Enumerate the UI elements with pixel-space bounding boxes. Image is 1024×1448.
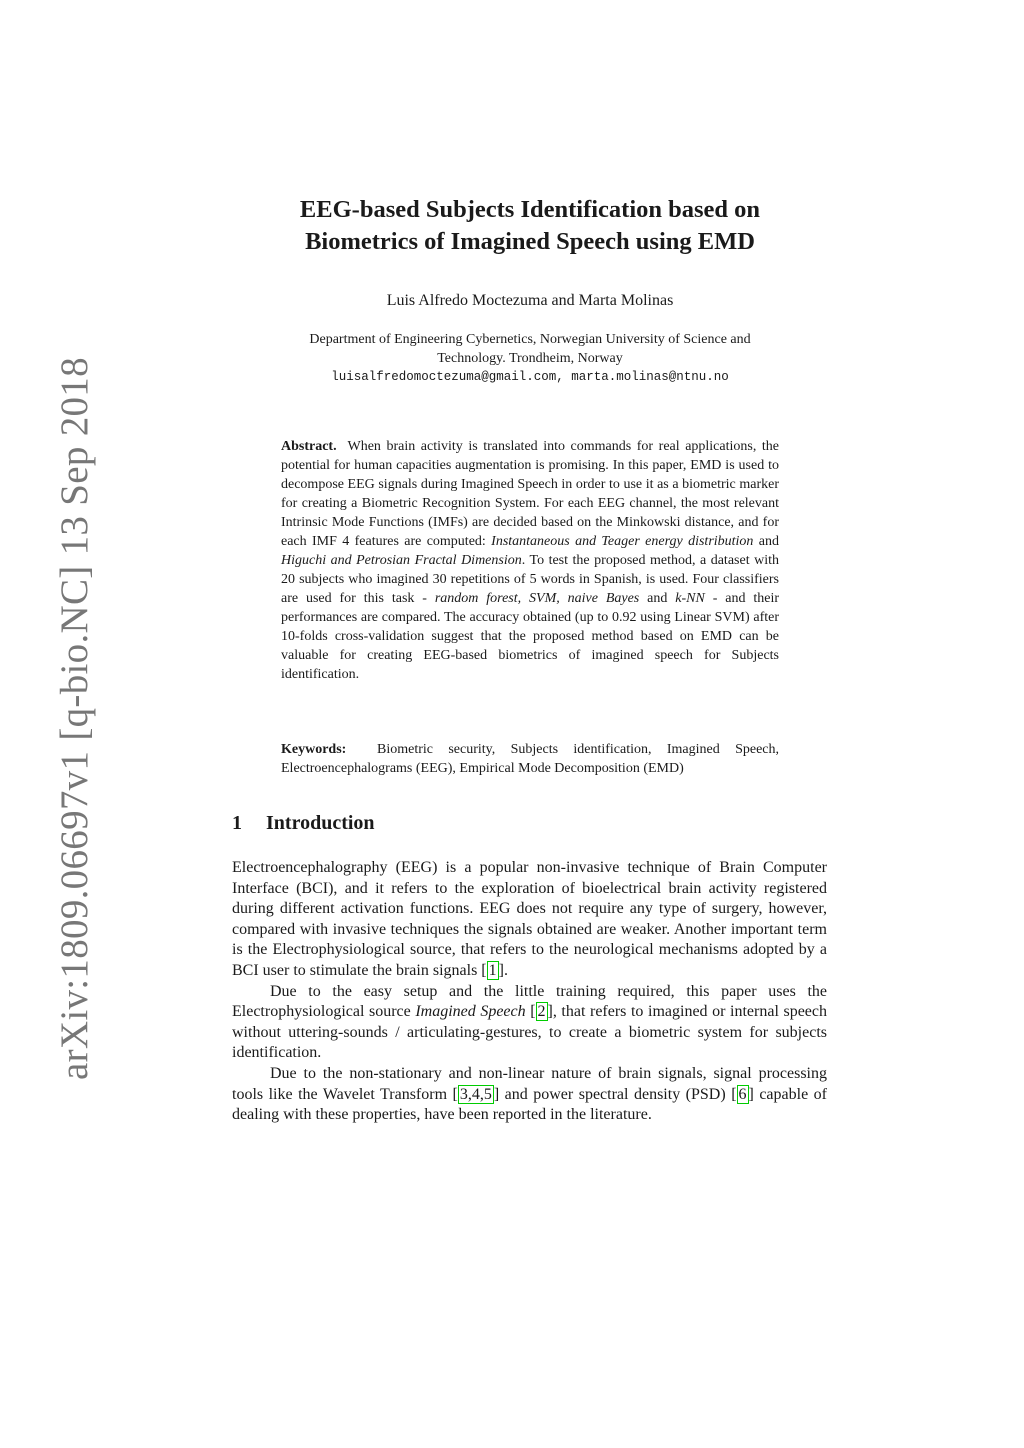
author-emails: luisalfredomoctezuma@gmail.com, marta.molinas@ntnu.no [331, 370, 729, 384]
citation-link[interactable]: 3,4,5 [459, 1085, 492, 1103]
paragraph-text: and power spectral density (PSD) [499, 1085, 732, 1103]
abstract-text: - and their performances are compared. The accuracy obtained (up to 0.92 using Linear SVM) after 10-folds cross-validation suggest that the proposed method based on EMD can be valuable for creating EEG-based biometrics of imagined speech for Subjects identification. [281, 591, 779, 682]
paragraph-text: Due to the easy setup and the little training required, this paper uses the Electrophysiological source [232, 982, 827, 1021]
citation-link[interactable]: 2 [537, 1003, 546, 1021]
paragraph-text: capable of dealing with these properties, have been reported in the literature. [232, 1085, 828, 1124]
abstract-label: Abstract. [281, 439, 337, 454]
abstract-emphasis: Instantaneous and Teager energy distribution [491, 534, 754, 549]
keywords-label: Keywords: [281, 742, 347, 757]
paragraph-text: Due to the non-stationary and non-linear nature of brain signals, signal processing tools like the Wavelet Transform [232, 1064, 827, 1103]
section-title: Introduction [266, 812, 375, 834]
paragraph: Electroencephalography (EEG) is a popular non-invasive technique of Brain Computer Interface (BCI), and it refers to the exploration of bioelectrical brain activity registered during different activation functions. EEG does not require any type of surgery, however, compared with invasive techniques the signals obtained are weaker. Another important term is the Electrophysiological source, that refers to the neurological mechanisms adopted by a BCI user to stimulate the brain signals [ 1 ]. [232, 859, 827, 979]
affiliation [230, 330, 830, 387]
paragraph-emphasis: Imagined Speech [415, 1003, 526, 1021]
title-line-1: EEG-based Subjects Identification based on [299, 196, 761, 223]
section-heading [232, 812, 375, 835]
affiliation-line-2: Technology. Trondheim, Norway [437, 351, 623, 366]
section-number: 1 [232, 812, 242, 834]
abstract-text: and [753, 534, 780, 549]
abstract-emphasis: random forest, SVM, naive Bayes [434, 591, 640, 606]
abstract [281, 437, 779, 684]
paper-title [230, 194, 830, 258]
abstract-emphasis: k-NN [675, 591, 705, 606]
abstract-text: and [639, 591, 676, 606]
author-list: Luis Alfredo Moctezuma and Marta Molinas [386, 292, 674, 309]
paragraph-text: . [503, 961, 508, 979]
citation-link[interactable]: 6 [738, 1085, 747, 1103]
abstract-text: . To test the proposed method, a dataset with 20 subjects who imagined 30 repetitions of 5 words in Spanish, is used. Four classifiers are used for this task - [281, 553, 779, 606]
abstract-text: When brain activity is translated into commands for real applications, the potential for human capacities augmentation is promising. In this paper, EMD is used to decompose EEG signals during Imagined Speech in order to use it as a biometric marker for creating a Biometric Recognition System. For each EEG channel, the most relevant Intrinsic Mode Functions (IMFs) are decided based on the Minkowski distance, and for each IMF 4 features are computed: [281, 439, 779, 549]
paragraph-text: Electroencephalography (EEG) is a popular non-invasive technique of Brain Computer Interface (BCI), and it refers to the exploration of bioelectrical brain activity registered during different activation functions. EEG does not require any type of surgery, however, compared with invasive techniques the signals obtained are weaker. Another important term is the Electrophysiological source, that refers to the neurological mechanisms adopted by a BCI user to stimulate the brain signals [232, 859, 827, 979]
title-line-2: Biometrics of Imagined Speech using EMD [305, 228, 755, 255]
paragraph-text: , that refers to imagined or internal speech without uttering-sounds / articulating-gestures, to create a biometric system for subjects identification. [232, 1003, 827, 1062]
citation-link[interactable]: 1 [488, 961, 497, 979]
abstract-emphasis: Higuchi and Petrosian Fractal Dimension [281, 553, 522, 568]
paragraph: Due to the easy setup and the little training required, this paper uses the Electrophysiological source Imagined Speech [ 2 ], that refers to imagined or internal speech without uttering-sounds / articulating-gestures, to create a biometric system for subjects identification. [232, 982, 827, 1062]
paragraph-text [526, 1003, 531, 1020]
arxiv-identifier-stamp: arXiv:1809.06697v1 [q-bio.NC] 13 Sep 2018 [53, 357, 96, 1080]
section-body [232, 858, 827, 1126]
paragraph: Due to the non-stationary and non-linear nature of brain signals, signal processing tools like the Wavelet Transform [ 3,4,5 ] and power spectral density (PSD) [ 6 ] capable of dealing with these properties, have been reported in the literature. [232, 1064, 828, 1124]
affiliation-line-1: Department of Engineering Cybernetics, Norwegian University of Science and [309, 332, 751, 347]
keywords [281, 740, 779, 778]
keywords-text: Biometric security, Subjects identification, Imagined Speech, Electroencephalograms (EEG), Empirical Mode Decomposition (EMD) [281, 742, 779, 776]
